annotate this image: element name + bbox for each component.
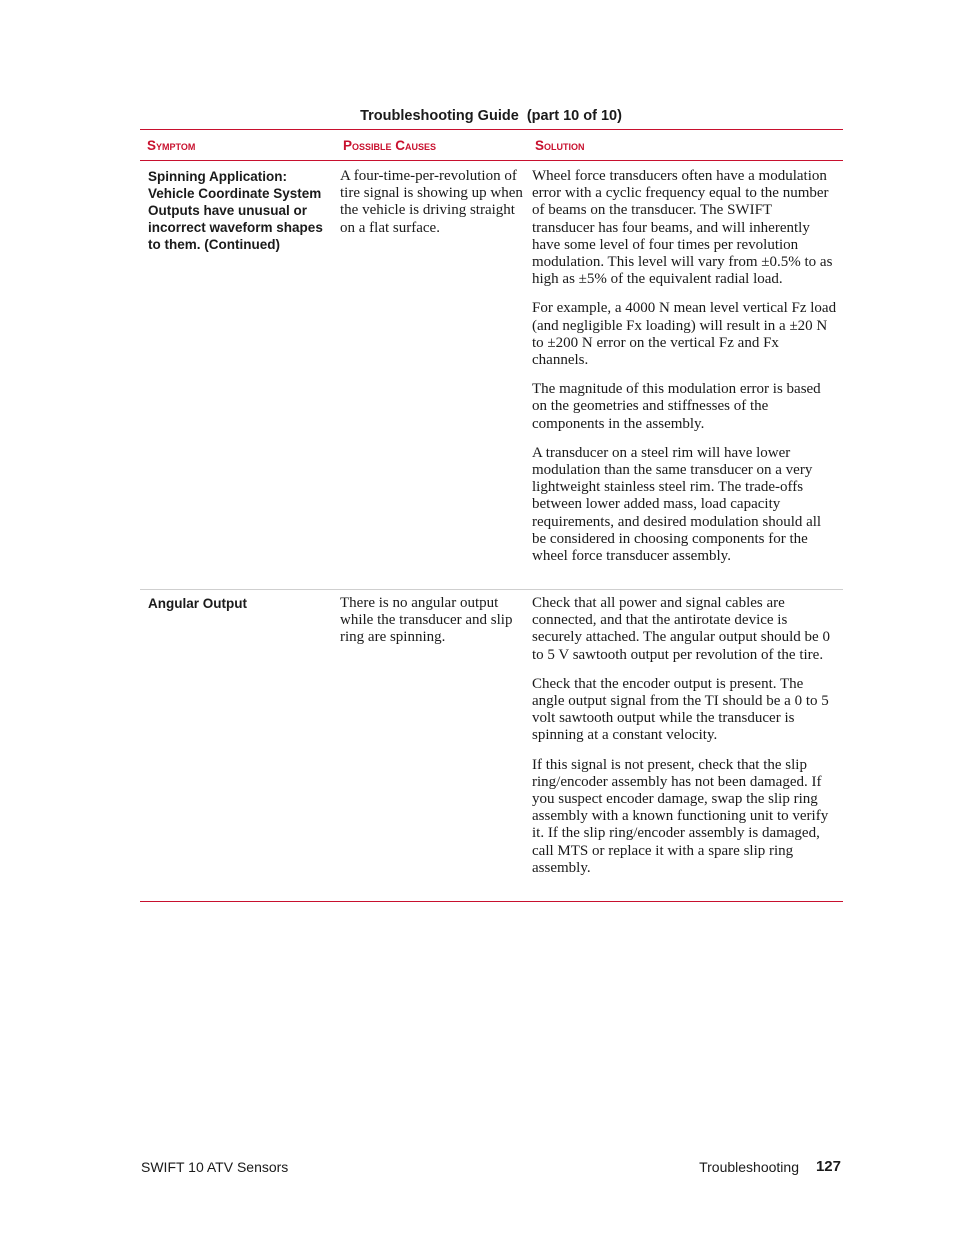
solution-paragraph: A transducer on a steel rim will have lower modulation than the same transducer on a very lightweight stainless steel rim. The trade-offs between lower added mass, load capacity requirements, and desired modulation should all be considered in choosing components for the wheel force transducer assembly. xyxy=(532,444,822,565)
symptom-cell: Spinning Application: Vehicle Coordinate System Outputs have unusual or incorrect waveform shapes to them. (Continued) xyxy=(148,169,323,252)
cause-cell: There is no angular output while the transducer and slip ring are spinning. xyxy=(340,595,513,646)
table-row xyxy=(140,161,843,589)
solution-paragraph: Check that all power and signal cables are connected, and that the antirotate device is securely attached. The angular output should be 0 to 5 V sawtooth output per revolution of the tire. xyxy=(532,595,830,663)
solution-paragraph: For example, a 4000 N mean level vertical Fz load (and negligible Fx loading) will result in a ±20 N to ±200 N error on the vertical Fz and Fx channels. xyxy=(532,300,837,369)
table-title: Troubleshooting Guide (part 10 of 10) xyxy=(360,108,622,124)
solution-paragraph: If this signal is not present, check that the slip ring/encoder assembly has not been damaged. If you suspect encoder damage, swap the slip ring assembly with a known functioning unit to verify it. If the slip ring/encoder assembly is damaged, call MTS or replace it with a spare slip ring assembly. xyxy=(532,756,829,876)
solution-paragraph: Wheel force transducers often have a modulation error with a cyclic frequency equal to the number of beams on the transducer. The SWIFT transducer has four beams, and will inherently have some level of four times per revolution modulation. This level will vary from ±0.5% to as high as ±5% of the equivalent radial load. xyxy=(532,168,833,288)
solution-cell xyxy=(528,595,843,901)
table-header xyxy=(140,130,843,161)
solution-cell xyxy=(528,168,843,589)
header-solution: Solution xyxy=(535,137,585,153)
footer-section: Troubleshooting xyxy=(699,1159,799,1175)
table-row xyxy=(140,589,843,901)
cause-cell: A four-time-per-revolution of tire signal is showing up when the vehicle is driving straight on a flat surface. xyxy=(340,168,523,236)
symptom-cell: Angular Output xyxy=(148,596,247,611)
footer-product: SWIFT 10 ATV Sensors xyxy=(141,1159,289,1175)
troubleshooting-table xyxy=(140,129,843,902)
header-symptom: Symptom xyxy=(147,137,196,153)
header-possible-causes: Possible Causes xyxy=(343,137,437,153)
solution-paragraph: The magnitude of this modulation error is based on the geometries and stiffnesses of the components in the assembly. xyxy=(532,381,821,432)
page-number: 127 xyxy=(815,1158,841,1175)
solution-paragraph: Check that the encoder output is present. The angle output signal from the TI should be a 0 to 5 volt sawtooth output while the transducer is spinning at a constant velocity. xyxy=(532,675,829,744)
